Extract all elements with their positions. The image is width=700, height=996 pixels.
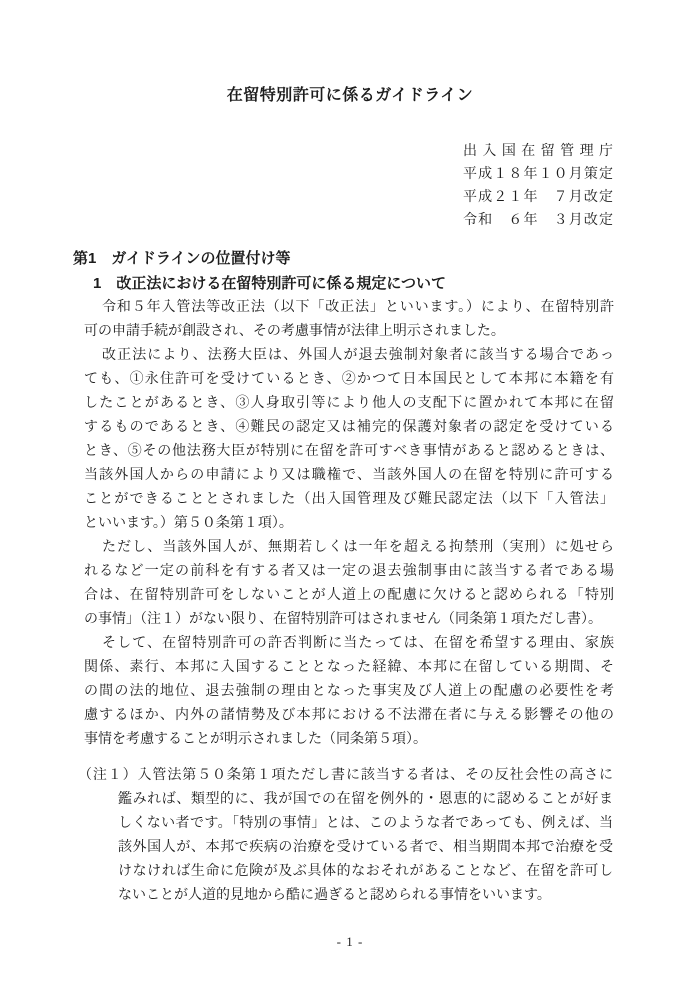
footnote-1 — [78, 764, 613, 908]
text-line: したことがあるとき、③人身取引等により他人の支配下に置かれて本邦に在留 — [84, 396, 614, 411]
paragraph-3 — [84, 536, 614, 632]
text-line: ただし、当該外国人が、無期若しくは一年を超える拘禁刑（実刑）に処せら — [102, 540, 614, 555]
text-line: とき、⑤その他法務大臣が特別に在留を許可すべき事情があると認めるときは、 — [84, 444, 614, 459]
text-line: ないことが人道的見地から酷に過ぎると認められる事情をいいます。 — [118, 888, 551, 903]
revision-line: 令和 ６年 ３月改定 — [463, 213, 613, 228]
text-line: 当該外国人からの申請により又は職権で、当該外国人の在留を特別に許可する — [84, 468, 614, 483]
text-line: 令和５年入管法等改正法（以下「改正法」といいます。）により、在留特別許 — [102, 300, 614, 315]
text-line: しくない者です。「特別の事情」とは、このような者であっても、例えば、当 — [118, 816, 613, 831]
text-line: の事情」（注１）がない限り、在留特別許可はされません（同条第１項ただし書）。 — [84, 612, 602, 627]
text-line: 可の申請手続が創設され、その考慮事情が法律上明示されました。 — [84, 324, 505, 339]
text-line: 関係、素行、本邦に入国することとなった経緯、本邦に在留している期間、そ — [84, 660, 614, 675]
paragraph-1 — [84, 296, 614, 344]
text-line: そして、在留特別許可の許否判断に当たっては、在留を希望する理由、家族 — [102, 636, 614, 651]
text-line: 改正法により、法務大臣は、外国人が退去強制対象者に該当する場合であっ — [102, 348, 614, 363]
issuer-block — [463, 140, 613, 232]
issuing-agency: 出入国在留管理庁 — [463, 144, 613, 159]
body-text — [84, 296, 614, 752]
text-line: 慮するほか、内外の諸情勢及び本邦における不法滞在者に与える影響その他の — [84, 708, 614, 723]
document-title: 在留特別許可に係るガイドライン — [226, 87, 474, 104]
text-line: するものであるとき、④難民の認定又は補完的保護対象者の認定を受けている — [84, 420, 614, 435]
subsection-1-heading: 1 改正法における在留特別許可に係る規定について — [93, 275, 447, 292]
text-line: 該外国人が、本邦で疾病の治療を受けている者で、相当期間本邦で治療を受 — [118, 840, 613, 855]
paragraph-4 — [84, 632, 614, 752]
text-line: の間の法的地位、退去強制の理由となった事実及び人道上の配慮の必要性を考 — [84, 684, 614, 699]
text-line: けなければ生命に危険が及ぶ具体的なおそれがあることなど、在留を許可し — [118, 864, 613, 879]
text-line: 事情を考慮することが明示されました（同条第５項）。 — [84, 732, 427, 747]
text-line: れるなど一定の前科を有する者又は一定の退去強制事由に該当する者である場 — [84, 564, 614, 579]
section-1-heading: 第1 ガイドラインの位置付け等 — [73, 250, 291, 267]
text-line: といいます。）第５０条第１項）。 — [84, 516, 293, 531]
text-line: 合は、在留特別許可をしないことが人道上の配慮に欠けると認められる「特別 — [84, 588, 614, 603]
paragraph-2 — [84, 344, 614, 536]
revision-line: 平成２１年 ７月改定 — [463, 190, 613, 205]
text-line: （注１）入管法第５０条第１項ただし書に該当する者は、その反社会性の高さに — [78, 768, 613, 783]
page-number: - 1 - — [336, 934, 364, 949]
text-line: 鑑みれば、類型的に、我が国での在留を例外的・恩恵的に認めることが好ま — [118, 792, 613, 807]
text-line: ことができることとされました（出入国管理及び難民認定法（以下「入管法」 — [84, 492, 614, 507]
revision-line: 平成１８年１０月策定 — [463, 167, 613, 182]
text-line: ても、①永住許可を受けているとき、②かつて日本国民として本邦に本籍を有 — [84, 372, 614, 387]
